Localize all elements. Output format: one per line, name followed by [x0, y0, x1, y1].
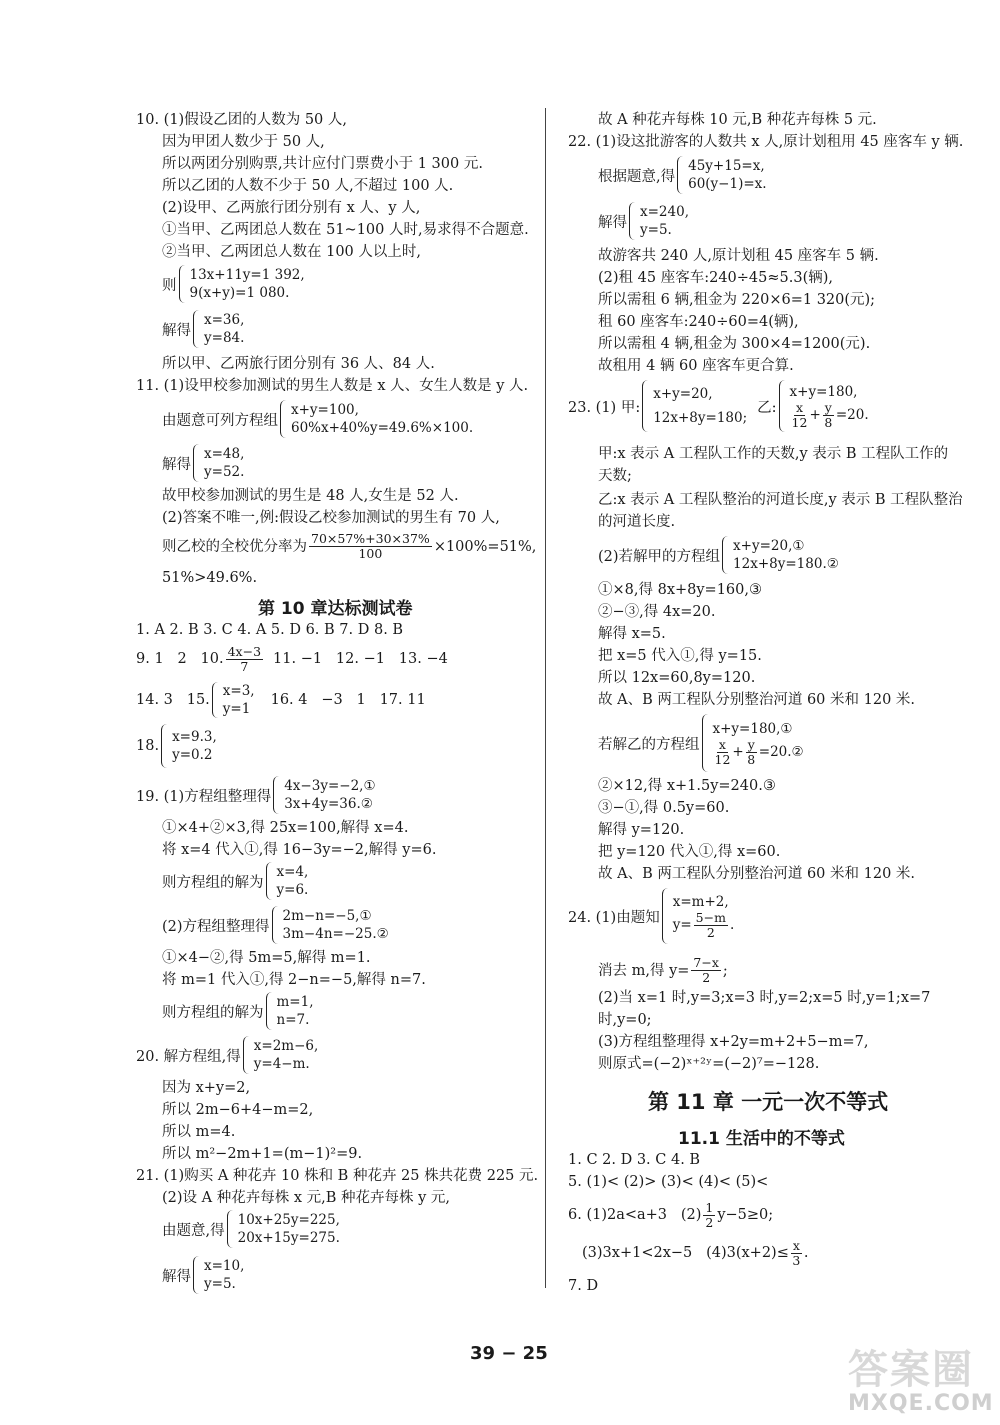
equation-system [162, 400, 473, 438]
equation: $\frac{x}{12}$ + $\frac{y}{8}$ =20. [791, 399, 869, 430]
fraction [791, 1239, 802, 1268]
fraction [226, 645, 263, 674]
q22-line: (2)租 45 座客车:240÷45≈5.3(辆), [598, 270, 834, 286]
q22-line: 租 60 座客车:240÷60=4(辆), [598, 314, 799, 330]
equation: 45y+15=x, [688, 158, 765, 174]
numerator: 5−m [695, 909, 726, 925]
equation-system [598, 202, 689, 240]
q10-line: 10. (1)假设乙团的人数为 50 人, [136, 112, 347, 128]
equation-system [598, 714, 804, 772]
text: 11. −1 12. −1 13. −4 [273, 651, 448, 667]
denominator: 12 [714, 751, 731, 767]
text: y−5≥0; [717, 1207, 774, 1223]
brace [779, 380, 786, 432]
system-label: 24. (1)由题知 [568, 909, 660, 926]
system-label: 23. (1) 甲: [568, 399, 641, 416]
q23-line: 故 A、B 两工程队分别整治河道 60 米和 120 米. [598, 692, 916, 708]
q23-line: 解得 x=5. [598, 626, 666, 642]
equation: 13x+11y=1 392, [189, 267, 305, 283]
q11-fraction-line [162, 532, 536, 561]
equation-system [162, 310, 244, 348]
equation-system [568, 888, 734, 944]
q10-line: (2)设甲、乙两旅行团分别有 x 人、y 人, [162, 200, 421, 216]
r-line: 故 A 种花卉每株 10 元,B 种花卉每株 5 元. [598, 112, 877, 128]
denominator: 8 [747, 751, 756, 767]
numerator: x [792, 1237, 800, 1253]
brace [193, 310, 200, 348]
denominator: 2 [706, 924, 715, 940]
q19-line: 将 m=1 代入①,得 2−n=−5,解得 n=7. [162, 972, 426, 988]
equation: x=4, [276, 864, 309, 880]
text: 9. 1 2 10. [136, 651, 224, 667]
equation: 3x+4y=36.② [284, 796, 373, 812]
answer-row: 1. C 2. D 3. C 4. B [568, 1152, 701, 1168]
brace [227, 1210, 234, 1248]
q20-line: 所以 2m−6+4−m=2, [162, 1102, 314, 1118]
text: 16. 4 −3 1 17. 11 [270, 692, 426, 708]
q10-line: 所以乙团的人数不少于 50 人,不超过 100 人. [162, 178, 454, 194]
text: . [803, 1245, 809, 1261]
fraction [823, 401, 834, 430]
brace [273, 776, 280, 814]
brace [280, 400, 287, 438]
equation: y=52. [204, 464, 245, 480]
equation: n=7. [276, 1012, 310, 1028]
brace [243, 1036, 250, 1074]
fraction [792, 401, 808, 430]
equation: x+y=20,① [733, 538, 805, 554]
brace [272, 906, 279, 944]
numerator: y [824, 399, 832, 415]
fraction [703, 1201, 715, 1230]
denominator: 2 [702, 970, 711, 985]
equation: x+y=180,① [712, 720, 793, 737]
q11-line: 51%>49.6%. [162, 570, 258, 586]
equation: 2m−n=−5,① [282, 908, 372, 924]
text: 则乙校的全校优分率为 [162, 538, 307, 555]
q22-line: 故游客共 240 人,原计划租 45 座客车 5 辆. [598, 248, 879, 264]
q11-line: 11. (1)设甲校参加测试的男生人数是 x 人、女生人数是 y 人. [136, 378, 529, 394]
denominator: 12 [791, 414, 808, 430]
text: (3)3x+1<2x−5 (4)3(x+2)≤ [582, 1245, 789, 1261]
q23-line: 天数; [598, 468, 632, 484]
text: 18. [136, 738, 160, 754]
equation: x+y=180, [789, 383, 858, 400]
q24-line [598, 956, 728, 985]
equation: x=3, [222, 683, 255, 699]
numerator: 4x−3 [227, 643, 262, 659]
answer-row [136, 642, 448, 676]
equation: x=9.3, [172, 729, 217, 745]
text: =20. [835, 407, 869, 423]
brace [193, 444, 200, 482]
equation: x=48, [204, 446, 245, 462]
equation: 9(x+y)=1 080. [189, 285, 290, 301]
equation: 60%x+40%y=49.6%×100. [291, 420, 474, 436]
q11-line: (2)答案不唯一,例:假设乙校参加测试的男生有 70 人, [162, 510, 500, 526]
system-label: (2)若解甲的方程组 [598, 548, 721, 565]
equation: 60(y−1)=x. [688, 176, 767, 192]
section-11-1-title: 11.1 生活中的不等式 [678, 1129, 845, 1149]
q23-line: ②×12,得 x+1.5y=240.③ [598, 778, 776, 794]
q10-line: ①当甲、乙两团总人数在 51~100 人时,易求得不合题意. [162, 222, 529, 238]
system-label: 乙: [757, 399, 777, 416]
system-label: 则 [162, 277, 177, 294]
brace [662, 888, 669, 944]
system-label: 若解乙的方程组 [598, 736, 700, 753]
q23-line: 把 x=5 代入①,得 y=15. [598, 648, 762, 664]
column-divider [545, 108, 546, 1288]
equation: y=4−m. [253, 1056, 310, 1072]
equation: 3m−4n=−25.② [282, 926, 389, 942]
equation: m=1, [276, 994, 314, 1010]
equation-system [162, 862, 308, 900]
chapter10-title: 第 10 章达标测试卷 [258, 599, 413, 619]
text: 消去 m,得 y= [598, 962, 690, 979]
q19-line: ①×4+②×3,得 25x=100,解得 x=4. [162, 820, 409, 836]
equation: x=m+2, [672, 893, 729, 910]
q22-line: 所以需租 4 辆,租金为 300×4=1200(元). [598, 336, 871, 352]
numerator: x [795, 399, 804, 415]
system-label: 解得 [162, 322, 191, 339]
equation: 12x+8y=180; [653, 410, 748, 426]
q19-line: 将 x=4 代入①,得 16−3y=−2,解得 y=6. [162, 842, 437, 858]
brace [179, 265, 186, 303]
equation: y=5. [640, 222, 672, 238]
system-label: 解得 [162, 1268, 191, 1285]
q20-line: 因为 x+y=2, [162, 1080, 251, 1096]
equation-system [136, 1036, 318, 1074]
equation-system [162, 1210, 340, 1248]
denominator: 2 [705, 1214, 714, 1230]
system-label: 19. (1)方程组整理得 [136, 788, 272, 805]
equation-system [162, 265, 305, 303]
q23-systems [568, 380, 869, 432]
q23-line: ②−③,得 4x=20. [598, 604, 716, 620]
equation: 10x+25y=225, [237, 1212, 340, 1228]
system-label: 由题意,得 [162, 1222, 225, 1239]
system-label: 解得 [598, 214, 627, 231]
equation: $\frac{x}{12}$ + $\frac{y}{8}$ =20.② [714, 736, 804, 767]
equation-system [136, 776, 376, 814]
text: 14. 3 15. [136, 692, 210, 708]
brace [722, 536, 729, 574]
chapter11-title: 第 11 章 一元一次不等式 [648, 1090, 889, 1114]
q24-line: 时,y=0; [598, 1012, 652, 1028]
numerator: 7−x [693, 955, 719, 970]
brace [629, 202, 636, 240]
brace [266, 992, 273, 1030]
q19-line: ①×4−②,得 5m=5,解得 m=1. [162, 950, 371, 966]
q22-line: 所以需租 6 辆,租金为 220×6=1 320(元); [598, 292, 876, 308]
brace [702, 714, 709, 772]
equation [673, 911, 735, 940]
answer-row [568, 1198, 773, 1232]
equation: x=10, [204, 1258, 245, 1274]
watermark-logo [848, 1348, 993, 1420]
brace [193, 1256, 200, 1294]
equation-system [162, 906, 389, 944]
q24-line: (2)当 x=1 时,y=3;x=3 时,y=2;x=5 时,y=1;x=7 [598, 990, 931, 1006]
answer-row: 5. (1)< (2)> (3)< (4)< (5)< [568, 1174, 769, 1190]
fraction [691, 956, 720, 985]
equation: y=5. [204, 1276, 236, 1292]
equation: y=1 [222, 701, 251, 717]
q21-line: (2)设 A 种花卉每株 x 元,B 种花卉每株 y 元, [162, 1190, 451, 1206]
equation: x=36, [204, 312, 245, 328]
answer-row: 7. D [568, 1278, 599, 1294]
denominator: 3 [792, 1252, 801, 1268]
q23-line: 甲:x 表示 A 工程队工作的天数,y 表示 B 工程队工作的 [598, 446, 949, 462]
text: y= [672, 917, 692, 933]
brace [677, 156, 684, 194]
equation-system [162, 1256, 244, 1294]
system-label: (2)方程组整理得 [162, 918, 270, 935]
brace [642, 380, 649, 432]
brace [266, 862, 273, 900]
watermark-text: 答案圈 [848, 1347, 974, 1393]
brace [212, 682, 219, 718]
watermark-url: MXQE.COM [848, 1391, 994, 1416]
numerator: y [747, 736, 755, 752]
text: =20.② [758, 744, 804, 760]
system-label: 由题意可列方程组 [162, 412, 278, 429]
system-label: 则方程组的解为 [162, 874, 264, 891]
text: ×100%=51%, [433, 538, 537, 555]
fraction [746, 738, 757, 767]
q10-line: 所以两团分别购票,共计应付门票费小于 1 300 元. [162, 156, 483, 172]
page-number: 39 − 25 [470, 1343, 548, 1364]
equation: y=6. [276, 882, 309, 898]
q21-line: 21. (1)购买 A 种花卉 10 株和 B 种花卉 25 株共花费 225 元. [136, 1168, 539, 1184]
text: . [729, 917, 735, 933]
q20-line: 所以 m²−2m+1=(m−1)²=9. [162, 1146, 363, 1162]
denominator: 100 [358, 546, 383, 561]
system-label: 20. 解方程组,得 [136, 1048, 241, 1065]
equation: x+y=20, [653, 386, 713, 402]
fraction [694, 911, 728, 940]
fraction [715, 738, 731, 767]
denominator: 8 [824, 414, 833, 430]
system-label: 根据题意,得 [598, 168, 676, 185]
q23-line: ③−①,得 0.5y=60. [598, 800, 730, 816]
q11-line: 故甲校参加测试的男生是 48 人,女生是 52 人. [162, 488, 459, 504]
fraction [309, 532, 432, 561]
q23-line: 故 A、B 两工程队分别整治河道 60 米和 120 米. [598, 866, 916, 882]
text: 6. (1)2a<a+3 (2) [568, 1207, 702, 1223]
q24-line: 则原式=(−2)ˣ⁺²ʸ=(−2)⁷=−128. [598, 1056, 820, 1072]
system-label: 解得 [162, 456, 191, 473]
equation-system [598, 156, 767, 194]
q10-line: 所以甲、乙两旅行团分别有 36 人、84 人. [162, 356, 435, 372]
q22-line: 故租用 4 辆 60 座客车更合算. [598, 358, 794, 374]
brace [161, 724, 168, 768]
q20-line: 所以 m=4. [162, 1124, 236, 1140]
equation: 4x−3y=−2,① [284, 778, 376, 794]
q10-line: 因为甲团人数少于 50 人, [162, 134, 325, 150]
numerator: 1 [705, 1199, 714, 1215]
q23-line: 的河道长度. [598, 514, 676, 530]
answer-row: 1. A 2. B 3. C 4. A 5. D 6. B 7. D 8. B [136, 622, 404, 638]
q10-line: ②当甲、乙两团总人数在 100 人以上时, [162, 244, 422, 260]
numerator: 70×57%+30×37% [311, 531, 430, 546]
q23-line: ①×8,得 8x+8y=160,③ [598, 582, 762, 598]
numerator: x [718, 736, 726, 752]
equation: y=84. [204, 330, 245, 346]
equation: x+y=100, [291, 402, 359, 418]
answer-row [582, 1236, 809, 1270]
equation: 12x+8y=180.② [733, 556, 839, 572]
text: ; [722, 962, 728, 979]
q24-line: (3)方程组整理得 x+2y=m+2+5−m=7, [598, 1034, 869, 1050]
system-label: 则方程组的解为 [162, 1004, 264, 1021]
equation-system [598, 536, 839, 574]
equation: y=0.2 [172, 747, 213, 763]
equation-system [162, 444, 244, 482]
q23-line: 解得 y=120. [598, 822, 685, 838]
q23-line: 把 y=120 代入①,得 x=60. [598, 844, 781, 860]
equation: x=2m−6, [253, 1038, 319, 1054]
q23-line: 所以 12x=60,8y=120. [598, 670, 756, 686]
equation: 20x+15y=275. [237, 1230, 340, 1246]
q18-system [136, 724, 217, 768]
answer-row [136, 682, 426, 718]
equation-system [162, 992, 314, 1030]
q22-line: 22. (1)设这批游客的人数共 x 人,原计划租用 45 座客车 y 辆. [568, 134, 964, 150]
denominator: 7 [240, 658, 249, 674]
equation: x=240, [640, 204, 689, 220]
q23-line: 乙:x 表示 A 工程队整治的河道长度,y 表示 B 工程队整治 [598, 492, 963, 508]
